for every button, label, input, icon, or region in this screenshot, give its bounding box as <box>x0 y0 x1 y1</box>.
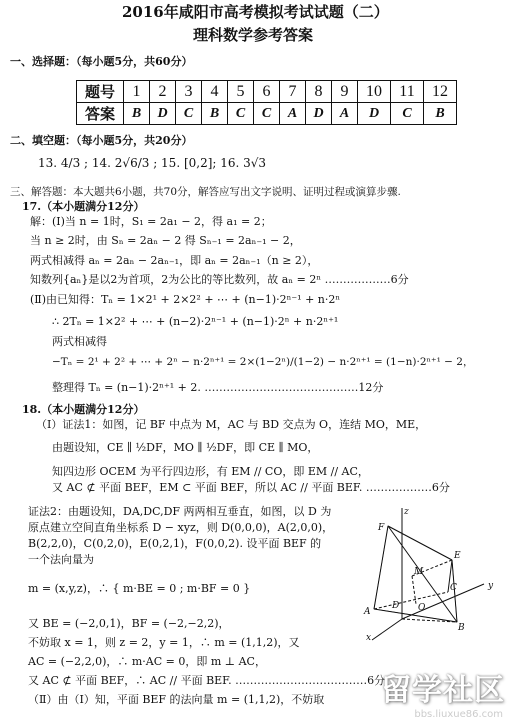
solution-line: B(2,2,0)，C(0,2,0)，E(0,2,1)，F(0,0,2). 设平面 BEF 的 <box>28 537 322 550</box>
solution-line: 又 BE = (−2,0,1)，BF = (−2,−2,2)， <box>28 617 230 630</box>
solution-line: 又 AC ⊄ 平面 BEF，EM ⊂ 平面 BEF，所以 AC // 平面 BEF. ………………6分 <box>52 481 450 494</box>
table-cell-number: 11 <box>391 81 424 103</box>
table-cell-answer: B <box>124 103 150 125</box>
table-cell-number: 6 <box>254 81 280 103</box>
table-header-cell: 题号 <box>77 81 124 103</box>
table-cell-answer: C <box>254 103 280 125</box>
solution-line: 不妨取 x = 1，则 z = 2，y = 1，∴ m = (1,1,2)，又 <box>28 636 300 649</box>
fig-label-F: F <box>378 523 385 533</box>
table-row-numbers <box>77 81 457 103</box>
table-cell-number: 2 <box>150 81 176 103</box>
table-cell-number: 4 <box>202 81 228 103</box>
table-cell-answer: D <box>150 103 176 125</box>
watermark <box>359 673 509 722</box>
table-cell-answer: D <box>306 103 332 125</box>
page-title: 2016年咸阳市高考模拟考试试题（二） <box>122 3 389 21</box>
fill-answers-line: 13. 4/3 ; 14. 2√6/3 ; 15. [0,2]; 16. 3√3 <box>38 156 267 170</box>
table-cell-number: 10 <box>358 81 391 103</box>
table-cell-number: 7 <box>280 81 306 103</box>
answer-table <box>76 80 457 125</box>
fig-label-A: A <box>364 607 371 617</box>
solution-line: 解：(Ⅰ)当 n = 1时，S₁ = 2a₁ − 2，得 a₁ = 2； <box>30 215 272 228</box>
fig-label-B: B <box>458 623 465 633</box>
table-cell-number: 5 <box>228 81 254 103</box>
solution-line: (Ⅱ)由已知得：Tₙ = 1×2¹ + 2×2² + ⋯ + (n−1)·2ⁿ⁻¹ + n·2ⁿ <box>30 293 341 306</box>
fig-label-x: x <box>366 633 372 643</box>
solution-line: 两式相减得 aₙ = 2aₙ − 2aₙ₋₁，即 aₙ = 2aₙ₋₁（n ≥ 2）， <box>30 254 319 267</box>
solution-line: −Tₙ = 2¹ + 2² + ⋯ + 2ⁿ − n·2ⁿ⁺¹ = 2×(1−2ⁿ)/(1−2) − n·2ⁿ⁺¹ = (1−n)·2ⁿ⁺¹ − 2， <box>52 356 474 368</box>
watermark-url: bbs.liuxue86.com <box>414 709 503 720</box>
solution-line: 两式相减得 <box>52 335 107 348</box>
fig-label-E: E <box>454 551 461 561</box>
table-cell-answer: A <box>280 103 306 125</box>
page-subtitle: 理科数学参考答案 <box>193 26 314 44</box>
table-row-answers <box>77 103 457 125</box>
solution-line: 又 AC ⊄ 平面 BEF，∴ AC // 平面 BEF. ………………………………6分 <box>28 674 386 687</box>
solution-line: 整理得 Tₙ = (n−1)·2ⁿ⁺¹ + 2. ……………………………………12分 <box>52 381 384 394</box>
table-cell-answer: A <box>332 103 358 125</box>
solution-line: 原点建立空间直角坐标系 D − xyz，则 D(0,0,0)，A(2,0,0)， <box>28 521 334 534</box>
section-choice-heading: 一、选择题：（每小题5分，共60分） <box>10 55 193 68</box>
fig-label-C: C <box>450 583 457 593</box>
fig-label-D: D <box>392 601 400 611</box>
solution-line: 证法2：由题设知，DA,DC,DF 两两相互垂直，如图，以 D 为 <box>28 505 332 518</box>
table-cell-answer: C <box>176 103 202 125</box>
table-cell-answer: B <box>202 103 228 125</box>
solution-line: 知四边形 OCEM 为平行四边形，有 EM // CO，即 EM // AC， <box>52 465 369 478</box>
watermark-logo-text: 留学社区 <box>381 673 505 708</box>
solution-line: AC = (−2,2,0)，∴ m·AC = 0，即 m ⊥ AC， <box>28 655 266 668</box>
fig-label-z: z <box>404 507 409 517</box>
solution-line: ∴ 2Tₙ = 1×2² + ⋯ + (n−2)·2ⁿ⁻¹ + (n−1)·2ⁿ + n·2ⁿ⁺¹ <box>52 315 339 328</box>
table-cell-number: 12 <box>424 81 457 103</box>
problem-17-header: 17.（本小题满分12分） <box>22 200 145 213</box>
table-cell-number: 8 <box>306 81 332 103</box>
fig-label-O: O <box>418 603 426 613</box>
figure-lines <box>372 508 484 640</box>
table-cell-number: 1 <box>124 81 150 103</box>
solution-line: （Ⅰ）证法1：如图，记 BF 中点为 M，AC 与 BD 交点为 O，连结 MO，ME， <box>36 418 427 431</box>
problem-18-header: 18.（本小题满分12分） <box>22 403 145 416</box>
table-cell-answer: C <box>228 103 254 125</box>
table-cell-answer: B <box>424 103 457 125</box>
table-header-cell: 答案 <box>77 103 124 125</box>
fig-label-M: M <box>414 567 424 577</box>
table-cell-number: 3 <box>176 81 202 103</box>
solution-line: 由题设知，CE ∥ ½DF，MO ∥ ½DF，即 CE ∥ MO， <box>52 441 319 454</box>
table-cell-answer: C <box>391 103 424 125</box>
solution-line: （Ⅱ）由（Ⅰ）知，平面 BEF 的法向量 m = (1,1,2)，不妨取 <box>28 693 325 706</box>
solution-line: m = (x,y,z)，∴ { m·BE = 0 ; m·BF = 0 } <box>28 582 251 595</box>
table-cell-number: 9 <box>332 81 358 103</box>
table-cell-answer: D <box>358 103 391 125</box>
solution-line: 知数列{aₙ}是以2为首项，2为公比的等比数列，故 aₙ = 2ⁿ ………………6分 <box>30 273 409 286</box>
solution-line: 一个法向量为 <box>28 553 94 566</box>
solution-line: 当 n ≥ 2时，由 Sₙ = 2aₙ − 2 得 Sₙ₋₁ = 2aₙ₋₁ − 2， <box>30 234 301 247</box>
section-solution-heading: 三、解答题：本大题共6小题，共70分，解答应写出文字说明、证明过程或演算步骤. <box>10 186 401 198</box>
fig-label-y: y <box>488 581 494 591</box>
geometry-figure <box>352 504 502 644</box>
section-fill-heading: 二、填空题：（每小题5分，共20分） <box>10 134 193 147</box>
